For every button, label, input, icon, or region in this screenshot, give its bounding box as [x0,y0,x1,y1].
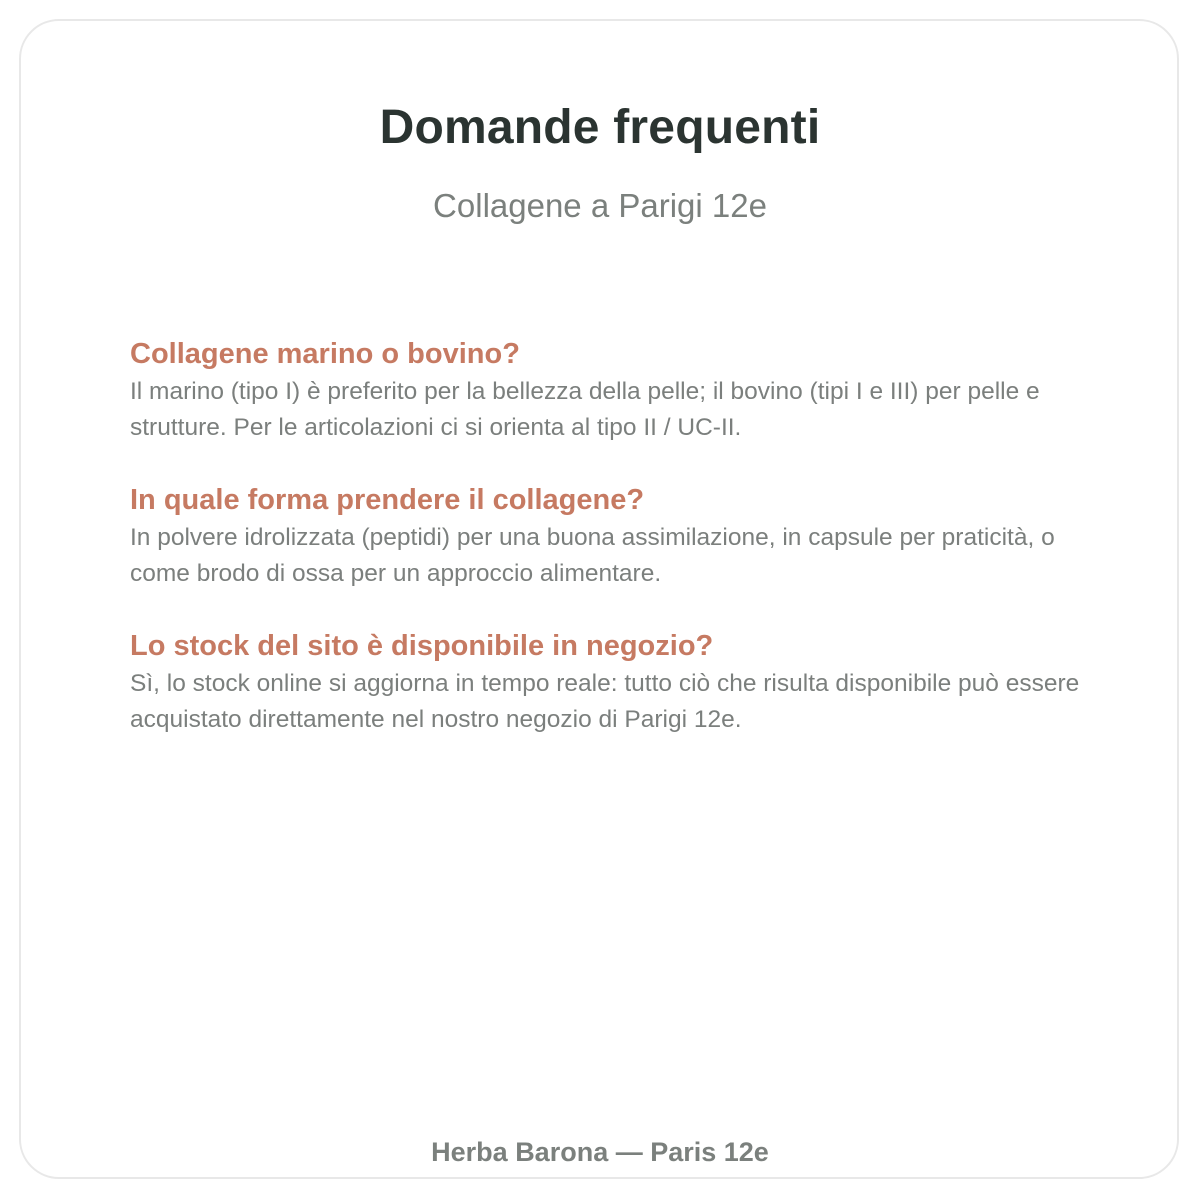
faq-item [130,334,1090,446]
faq-answer: In polvere idrolizzata (peptidi) per una buona assimilazione, in capsule per praticità, o come brodo di ossa per un approccio alimentare. [130,524,1055,587]
faq-item [130,480,1090,592]
faq-question: Collagene marino o bovino? [130,338,520,370]
footer-store-name: Herba Barona — Paris 12e [431,1137,769,1167]
faq-question: Lo stock del sito è disponibile in negozio? [130,630,714,662]
page-subtitle: Collagene a Parigi 12e [433,187,767,224]
faq-answer: Sì, lo stock online si aggiorna in tempo reale: tutto ciò che risulta disponibile può essere acquistato direttamente nel nostro negozio di Parigi 12e. [130,670,1080,733]
faq-list [130,334,1090,772]
faq-answer: Il marino (tipo I) è preferito per la bellezza della pelle; il bovino (tipi I e III) per pelle e strutture. Per le articolazioni ci si orienta al tipo II / UC-II. [130,378,1040,441]
page-title: Domande frequenti [379,101,821,154]
faq-item [130,626,1090,738]
faq-question: In quale forma prendere il collagene? [130,484,645,516]
